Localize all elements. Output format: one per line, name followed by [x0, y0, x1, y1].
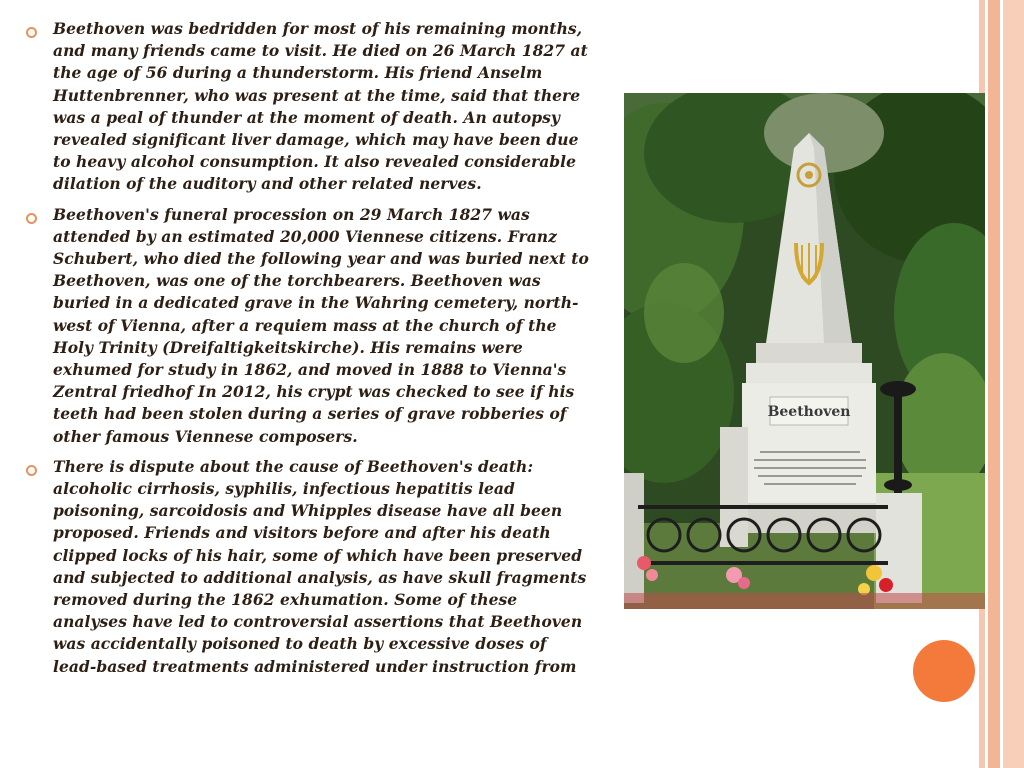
- decor-stripe: [988, 0, 1000, 768]
- bullet-list: [22, 18, 594, 686]
- decor-stripe: [1003, 0, 1024, 768]
- accent-circle: [913, 640, 975, 702]
- bullet-icon: [26, 213, 37, 224]
- monument-inscription: Beethoven: [767, 404, 851, 420]
- paragraph-text: There is dispute about the cause of Beethoven's death: alcoholic cirrhosis, syphilis, infectious hepatitis lead poisoning, sarcoidosis and Whipples disease have all been proposed. Friends and visitors before and after his death clipped locks of his hair, some of which have been preserved and subjected to additional analysis, as have skull fragments removed during the 1862 exhumation. Some of these analyses have led to controversial assertions that Beethoven was accidentally poisoned to death by excessive doses of lead-based treatments administered under instruction from: [53, 456, 587, 676]
- bullet-icon: [26, 465, 37, 476]
- list-item: [22, 204, 594, 448]
- paragraph-text: Beethoven was bedridden for most of his remaining months, and many friends came to visit. He died on 26 March 1827 at the age of 56 during a thunderstorm. His friend Anselm Huttenbrenner, who was present at the time, said that there was a peal of thunder at the moment of death. An autopsy revealed significant liver damage, which may have been due to heavy alcohol consumption. It also revealed considerable dilation of the auditory and other related nerves.: [53, 19, 588, 194]
- list-item: [22, 18, 594, 196]
- paragraph-text: Beethoven's funeral procession on 29 March 1827 was attended by an estimated 20,000 Viennese citizens. Franz Schubert, who died the following year and was buried next to Beethoven, was one of the torchbearers. Beethoven was buried in a dedicated grave in the Wahring cemetery, north-west of Vienna, after a requiem mass at the church of the Holy Trinity (Dreifaltigkeitskirche). His remains were exhumed for study in 1862, and moved in 1888 to Vienna's Zentral friedhof In 2012, his crypt was checked to see if his teeth had been stolen during a series of grave robberies of other famous Viennese composers.: [53, 204, 589, 446]
- grave-photo: [624, 93, 985, 609]
- list-item: [22, 456, 594, 678]
- bullet-icon: [26, 27, 37, 38]
